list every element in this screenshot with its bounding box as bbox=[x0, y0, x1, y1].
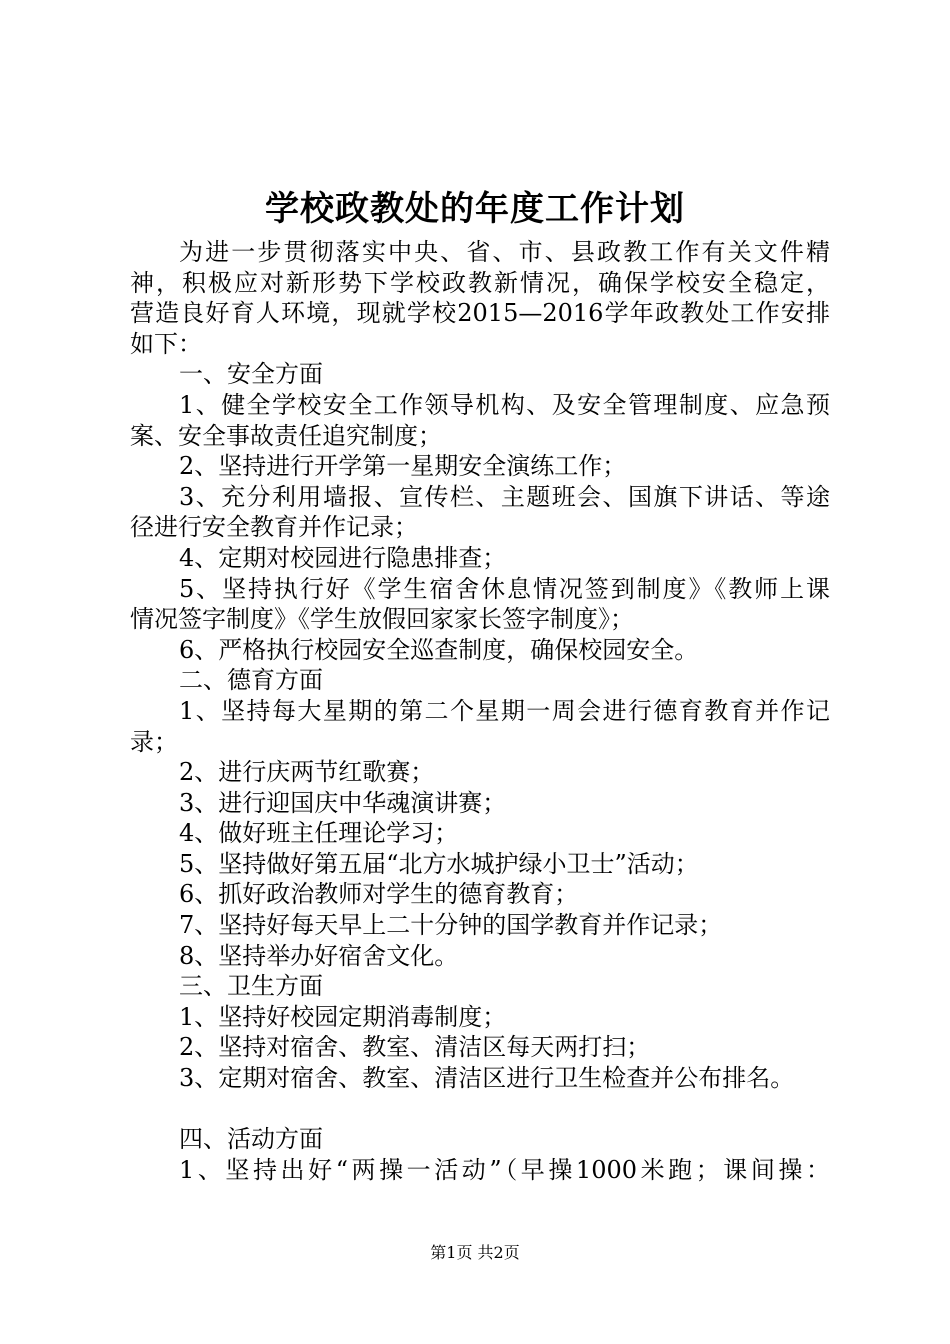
list-item: 6、抓好政治教师对学生的德育教育； bbox=[179, 880, 579, 909]
list-item: 5、坚持做好第五届“北方水城护绿小卫士”活动； bbox=[179, 849, 699, 878]
list-item: 1、健全学校安全工作领导机构、及安全管理制度、应急预 bbox=[179, 390, 830, 419]
list-item: 8、坚持举办好宿舍文化。 bbox=[179, 941, 459, 970]
blank-line bbox=[130, 1094, 830, 1125]
paragraph-line: 营造良好育人环境，现就学校2015—2016学年政教处工作安排 bbox=[130, 299, 830, 328]
list-item: 5、坚持执行好《学生宿舍休息情况签到制度》《教师上课 bbox=[179, 574, 830, 603]
list-item: 3、定期对宿舍、教室、清洁区进行卫生检查并公布排名。 bbox=[179, 1064, 795, 1093]
list-item: 4、做好班主任理论学习； bbox=[179, 819, 459, 848]
document-body bbox=[130, 237, 830, 1185]
list-item: 7、坚持好每天早上二十分钟的国学教育并作记录； bbox=[179, 911, 723, 940]
page-footer: 第1页 共2页 bbox=[430, 1243, 520, 1262]
paragraph-line: 神，积极应对新形势下学校政教新情况，确保学校安全稳定， bbox=[130, 268, 830, 297]
list-item: 3、充分利用墙报、宣传栏、主题班会、国旗下讲话、等途 bbox=[179, 482, 830, 511]
list-item: 2、进行庆两节红歌赛； bbox=[179, 758, 435, 787]
list-item: 1、坚持好校园定期消毒制度； bbox=[179, 1002, 507, 1031]
paragraph-line: 如下： bbox=[130, 329, 202, 358]
list-item: 2、坚持进行开学第一星期安全演练工作； bbox=[179, 452, 627, 481]
document-title: 学校政教处的年度工作计划 bbox=[265, 189, 685, 229]
list-item: 1、坚持出好“两操一活动”（早操1000米跑；课间操： bbox=[179, 1155, 830, 1184]
list-item-continuation: 径进行安全教育并作记录； bbox=[130, 513, 418, 542]
list-item: 2、坚持对宿舍、教室、清洁区每天两打扫； bbox=[179, 1033, 651, 1062]
list-item: 6、严格执行校园安全巡查制度，确保校园安全。 bbox=[179, 635, 699, 664]
paragraph-line: 为进一步贯彻落实中央、省、市、县政教工作有关文件精 bbox=[179, 238, 830, 266]
section-heading: 一、安全方面 bbox=[179, 360, 323, 389]
list-item-continuation: 情况签字制度》《学生放假回家家长签字制度》； bbox=[130, 605, 634, 634]
section-heading: 三、卫生方面 bbox=[179, 972, 323, 1001]
list-item-continuation: 案、安全事故责任追究制度； bbox=[130, 421, 442, 450]
list-item: 3、进行迎国庆中华魂演讲赛； bbox=[179, 788, 507, 817]
list-item: 4、定期对校园进行隐患排查； bbox=[179, 543, 507, 572]
list-item: 1、坚持每大星期的第二个星期一周会进行德育教育并作记 bbox=[179, 696, 830, 725]
list-item-continuation: 录； bbox=[130, 727, 178, 756]
section-heading: 二、德育方面 bbox=[179, 666, 323, 695]
section-heading: 四、活动方面 bbox=[179, 1125, 323, 1154]
